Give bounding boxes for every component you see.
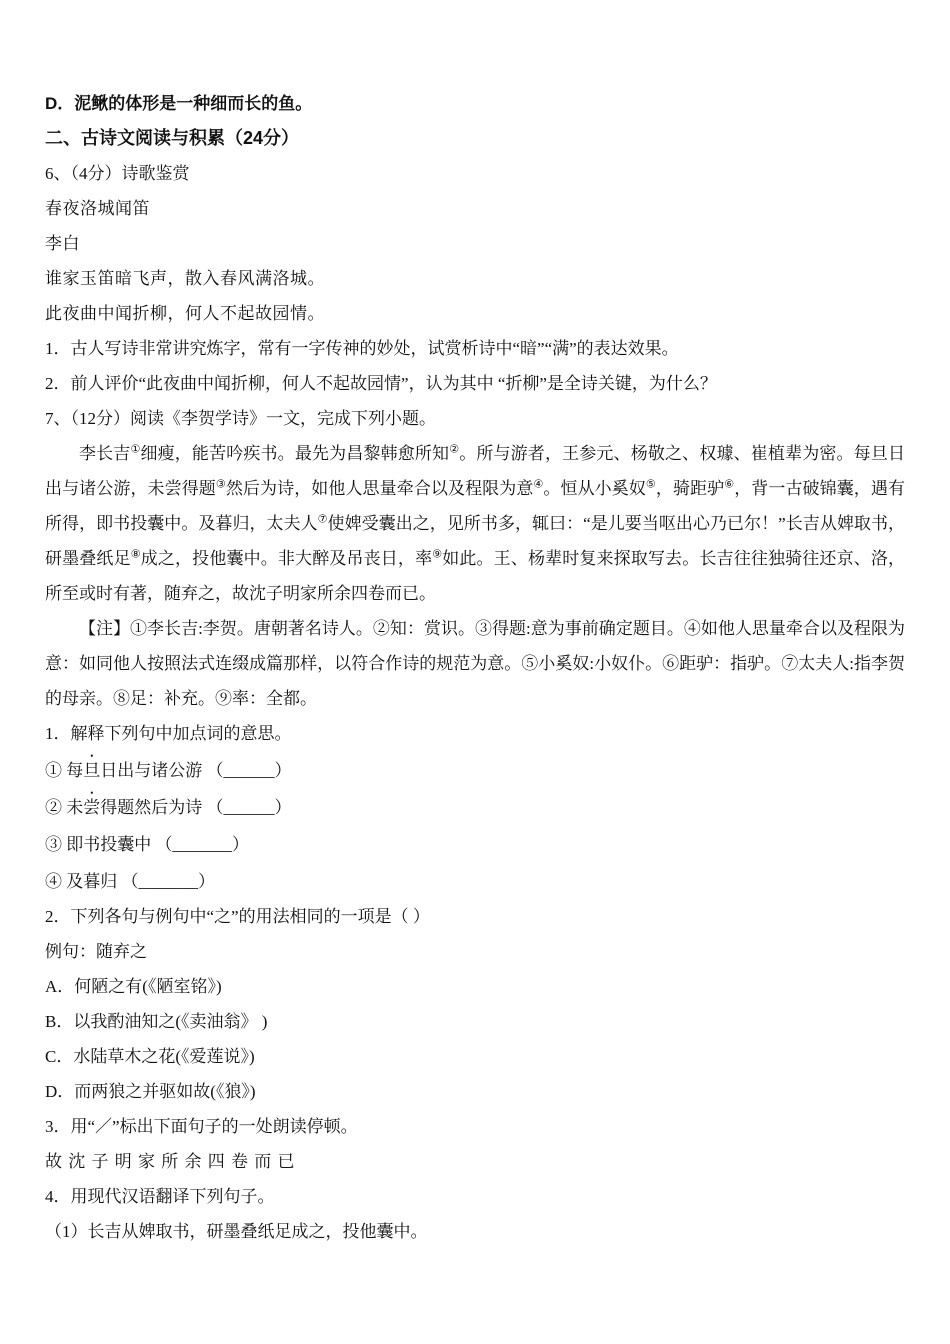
- fill-blank-item-2: [45, 788, 905, 825]
- question-7-sub-2-header: 2．下列各句与例句中“之”的用法相同的一项是（ ）: [45, 907, 430, 926]
- item-text: 得题然后为诗 （______）: [100, 798, 292, 817]
- poem-title: 春夜洛城闻笛: [45, 199, 150, 218]
- choice-option-d2: D．而两狼之并驱如故(《狼》): [45, 1082, 256, 1101]
- translation-item-1: （1）长吉从婢取书，研墨叠纸足成之，投他囊中。: [45, 1222, 428, 1241]
- choice-option-c: C．水陆草木之花(《爱莲说》): [45, 1047, 255, 1066]
- passage-text: ，骑距驴: [655, 479, 725, 498]
- question-7-sub-4-header: 4．用现代汉语翻译下列句子。: [45, 1187, 275, 1206]
- passage-text: 使婢受囊出之，见所书多，辄曰：“是儿要当呕出心乃已尔！”长吉从婢取书，研墨叠纸足: [45, 514, 905, 568]
- fill-blank-item-1: [45, 751, 905, 788]
- note-ref-5: ⑤: [645, 478, 656, 491]
- item-text: 日出与诸公游 （______）: [100, 761, 292, 780]
- passage-text: 李长吉: [79, 444, 131, 463]
- poem-author: 李白: [45, 234, 80, 253]
- example-sentence: 例句：随弃之: [45, 942, 147, 961]
- passage-text: 成之，投他囊中。非大醉及吊丧日，率: [140, 549, 433, 568]
- note-ref-3: ③: [215, 478, 226, 491]
- note-ref-1: ①: [130, 443, 141, 456]
- choice-option-a: A．何陋之有(《陋室铭》): [45, 977, 222, 996]
- item-text: ④ 及暮归 （_______）: [45, 872, 215, 891]
- question-7-header: 7、（12分）阅读《李贺学诗》一文，完成下列小题。: [45, 409, 436, 428]
- choice-option-b: B．以我酌油知之(《卖油翁》 ): [45, 1012, 268, 1031]
- poem-line-1: 谁家玉笛暗飞声，散入春风满洛城。: [45, 269, 325, 288]
- section-heading: 二、古诗文阅读与积累（24分）: [45, 128, 300, 148]
- fill-blank-item-4: [45, 862, 905, 899]
- poem-line-2: 此夜曲中闻折柳，何人不起故园情。: [45, 304, 325, 323]
- passage-text: 。恒从小奚奴: [543, 479, 646, 498]
- question-6-header: 6、（4分）诗歌鉴赏: [45, 164, 190, 183]
- question-7-notes: 【注】①李长吉:李贺。唐朝著名诗人。②知：赏识。③得题:意为事前确定题目。④如他人思量牵合以及程限为意：如同他人按照法式连缀成篇那样，以符合作诗的规范为意。⑤小奚奴:小奴仆。⑥距驴：指驴。⑦太夫人:指李贺的母亲。⑧足：补充。⑨率：全都。: [45, 619, 905, 708]
- item-text: ② 未: [45, 798, 84, 817]
- dotted-word: 尝: [83, 798, 101, 817]
- question-7-sub-1-header: 1．解释下列句中加点词的意思。: [45, 724, 292, 743]
- choice-option-d: D．泥鳅的体形是一种细而长的鱼。: [45, 94, 313, 113]
- item-text: ① 每: [45, 761, 84, 780]
- passage-text: 细瘦，能苦吟疾书。最先为昌黎韩愈所知: [140, 444, 450, 463]
- note-ref-9: ⑨: [432, 548, 443, 561]
- note-ref-4: ④: [533, 478, 544, 491]
- note-ref-8: ⑧: [130, 548, 141, 561]
- dotted-word: 旦: [83, 761, 101, 780]
- item-text: ③ 即书投囊中 （_______）: [45, 835, 249, 854]
- note-ref-7: ⑦: [317, 513, 328, 526]
- passage-text: 然后为诗，如他人思量牵合以及程限为意: [225, 479, 534, 498]
- question-7-sub-3-header: 3．用“／”标出下面句子的一处朗读停顿。: [45, 1117, 358, 1136]
- question-6-sub-2: 2．前人评价“此夜曲中闻折柳，何人不起故园情”，认为其中 “折柳”是全诗关键，为什么？: [45, 374, 717, 393]
- question-6-sub-1: 1．古人写诗非常讲究炼字，常有一字传神的妙处，试赏析诗中“暗”“满”的表达效果。: [45, 339, 679, 358]
- pause-marking-sentence: 故 沈 子 明 家 所 余 四 卷 而 已: [45, 1152, 296, 1171]
- passage-text: 如此。王、杨辈时复来探取写去。长吉往往独骑往还京、洛，所至或时有著，随弃之，故沈子明家所余四卷而已。: [45, 549, 906, 603]
- note-ref-6: ⑥: [724, 478, 735, 491]
- question-7-passage: [45, 436, 905, 611]
- passage-text: 。所与游者，王参元、杨敬之、权璩、崔植辈为密。每旦日出与诸公游，未尝得题: [45, 444, 905, 498]
- passage-text: ，背一古破锦囊，遇有所得，即书投囊中。及暮归，太夫人: [45, 479, 905, 533]
- fill-blank-item-3: [45, 825, 905, 862]
- note-ref-2: ②: [449, 443, 460, 456]
